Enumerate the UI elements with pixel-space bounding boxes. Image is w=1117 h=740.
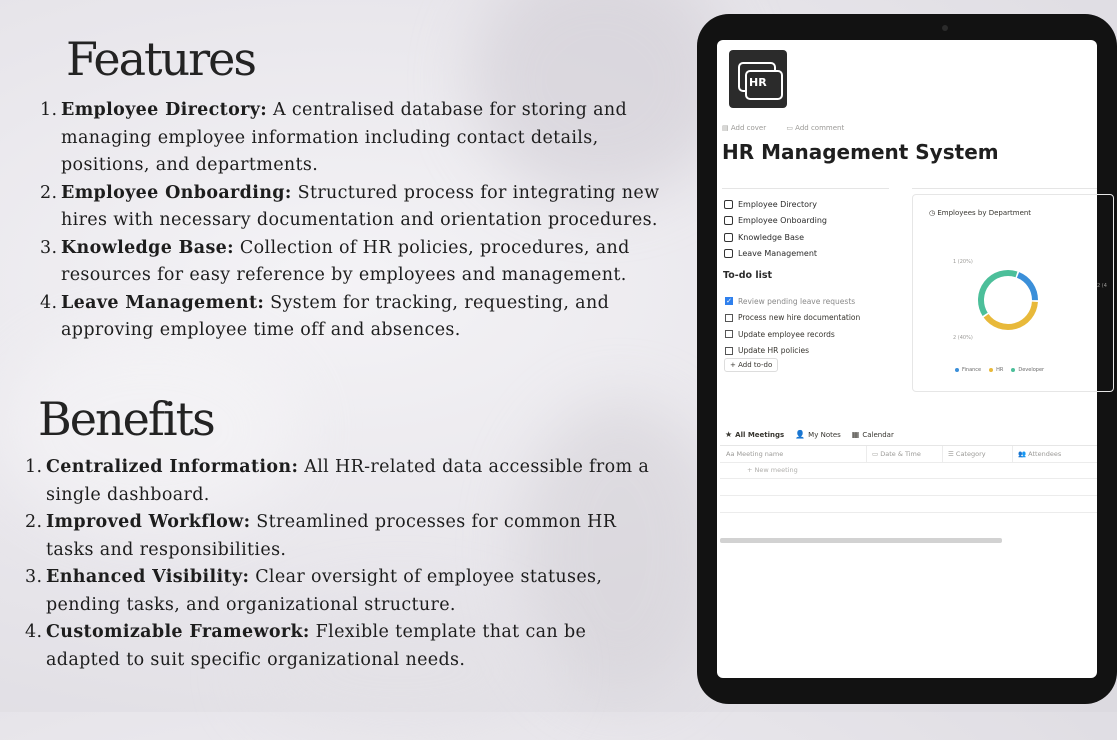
column-label: Attendees — [1028, 450, 1062, 458]
link-label: Knowledge Base — [738, 232, 804, 242]
benefit-text: Clear oversight of employee statuses, pending tasks, and organizational structure. — [46, 567, 603, 615]
legend-item-hr — [989, 367, 1003, 373]
benefits-heading: Benefits — [38, 392, 214, 446]
pie-label-left: 2 (40%) — [953, 335, 973, 341]
benefit-item — [25, 454, 665, 509]
divider — [722, 188, 889, 189]
column-meeting-name[interactable]: Aa Meeting name — [726, 450, 784, 458]
feature-number: 1. — [40, 100, 58, 120]
directory-icon — [724, 200, 733, 209]
checkbox-checked[interactable]: ✓ — [726, 297, 732, 306]
tab-all-meetings[interactable] — [725, 430, 784, 439]
donut-chart — [975, 267, 1041, 333]
camera-dot — [942, 25, 948, 31]
feature-text: A centralised database for storing and managing employee information including contact details, positions, and departments. — [61, 100, 628, 175]
todo-label: Update employee records — [738, 329, 835, 339]
column-date-time[interactable]: ▭ Date & Time — [872, 450, 921, 458]
column-label: Date & Time — [880, 450, 921, 458]
benefit-title: Centralized Information: — [46, 457, 299, 477]
link-label: Employee Directory — [738, 199, 818, 209]
row-divider — [720, 495, 1097, 496]
horizontal-scrollbar[interactable] — [720, 538, 1002, 543]
add-todo-label: Add to-do — [738, 361, 773, 369]
todo-label: Review pending leave requests — [738, 296, 856, 306]
legend-label: Developer — [1018, 367, 1045, 373]
table-header — [720, 446, 1097, 462]
calendar-icon — [724, 249, 733, 258]
checkbox[interactable] — [725, 347, 733, 355]
todo-item — [725, 326, 860, 343]
benefit-number: 3. — [25, 567, 43, 587]
feature-title: Employee Onboarding: — [61, 182, 292, 203]
feature-text: System for tracking, requesting, and approving employee time off and absences. — [61, 292, 610, 340]
onboarding-icon — [724, 216, 733, 225]
feature-item — [40, 235, 670, 290]
chart-title: ◷ Employees by Department — [929, 209, 1032, 217]
page-title: HR Management System — [722, 140, 999, 164]
todo-heading: To-do list — [723, 270, 773, 281]
app-screen — [717, 40, 1107, 678]
legend-label: HR — [996, 367, 1004, 373]
divider — [912, 188, 1097, 189]
column-category[interactable]: ☰ Category — [948, 450, 986, 458]
feature-number: 3. — [40, 237, 58, 258]
benefit-item — [25, 509, 665, 564]
benefit-number: 2. — [25, 512, 43, 532]
feature-item — [40, 290, 670, 345]
feature-title: Employee Directory: — [61, 100, 268, 120]
legend-swatch — [1011, 368, 1015, 372]
column-label: Category — [955, 450, 986, 458]
todo-item — [725, 343, 860, 360]
column-separator — [866, 446, 867, 462]
link-employee-onboarding[interactable] — [724, 213, 827, 230]
benefit-number: 4. — [25, 622, 43, 642]
feature-text: Structured process for integrating new hires with necessary documentation and orientation procedures. — [61, 182, 660, 230]
calendar-icon: ▦ — [851, 430, 860, 439]
feature-text: Collection of HR policies, procedures, and resources for easy reference by employees and management. — [61, 237, 630, 285]
logo-text: HR — [749, 76, 767, 89]
todo-list — [725, 293, 860, 359]
chart-card — [912, 194, 1114, 392]
todo-label: Process new hire documentation — [738, 313, 861, 323]
benefit-text: Flexible template that can be adapted to suit specific organizational needs. — [46, 622, 587, 670]
tab-label: All Meetings — [735, 430, 785, 439]
new-meeting-label: New meeting — [754, 466, 798, 474]
link-leave-management[interactable] — [724, 246, 827, 263]
meeting-tabs — [725, 430, 905, 439]
knowledge-icon — [724, 233, 733, 242]
star-icon: ★ — [725, 430, 733, 439]
todo-item — [725, 310, 860, 327]
donut-slice-developer — [981, 273, 1016, 314]
benefit-number: 1. — [25, 457, 43, 477]
page-links — [724, 196, 827, 262]
tab-label: My Notes — [808, 430, 841, 439]
person-icon: 👤 — [795, 430, 806, 439]
features-list — [40, 97, 670, 345]
feature-title: Leave Management: — [61, 292, 265, 313]
benefits-list — [25, 454, 665, 674]
benefit-text: Streamlined processes for common HR tasks and responsibilities. — [46, 512, 617, 560]
checkbox[interactable] — [725, 330, 733, 338]
page-meta — [722, 124, 862, 132]
legend-item-finance — [955, 367, 981, 373]
feature-item — [40, 180, 670, 235]
feature-number: 2. — [40, 182, 58, 203]
feature-number: 4. — [40, 292, 58, 313]
checkbox[interactable] — [725, 314, 733, 322]
donut-slice-hr — [986, 302, 1035, 327]
legend-item-developer — [1011, 367, 1044, 373]
chart-legend — [955, 367, 1052, 373]
todo-label: Update HR policies — [738, 346, 810, 356]
row-divider — [720, 512, 1097, 513]
column-attendees[interactable]: 👥 Attendees — [1018, 450, 1062, 458]
pie-label-top: 1 (20%) — [953, 259, 973, 265]
legend-label: Finance — [962, 367, 982, 373]
feature-title: Knowledge Base: — [61, 237, 234, 258]
link-employee-directory[interactable] — [724, 196, 827, 213]
pie-label-right: 2 (4 — [1097, 283, 1107, 289]
chart-title-text: Employees by Department — [937, 209, 1032, 217]
tablet-device — [697, 14, 1117, 704]
donut-slice-finance — [1018, 275, 1035, 300]
benefit-item — [25, 619, 665, 674]
add-comment-button[interactable]: ▭ Add comment — [786, 124, 845, 132]
add-todo-button[interactable]: + Add to-do — [724, 358, 778, 372]
feature-item — [40, 97, 670, 180]
new-meeting-button[interactable]: + New meeting — [747, 466, 798, 474]
todo-item — [725, 293, 860, 310]
benefit-title: Customizable Framework: — [46, 622, 310, 642]
legend-swatch — [955, 368, 959, 372]
tab-calendar[interactable] — [852, 430, 894, 439]
link-label: Leave Management — [738, 249, 818, 259]
benefit-title: Enhanced Visibility: — [46, 567, 250, 587]
add-cover-label: Add cover — [730, 124, 767, 132]
link-knowledge-base[interactable] — [724, 229, 827, 246]
benefit-item — [25, 564, 665, 619]
hr-logo — [729, 50, 787, 108]
add-comment-label: Add comment — [795, 124, 845, 132]
features-heading: Features — [66, 32, 255, 86]
benefit-title: Improved Workflow: — [46, 512, 251, 532]
tab-label: Calendar — [862, 430, 894, 439]
benefit-text: All HR-related data accessible from a single dashboard. — [46, 457, 650, 505]
row-divider — [720, 462, 1097, 463]
link-label: Employee Onboarding — [738, 216, 828, 226]
legend-swatch — [989, 368, 993, 372]
column-separator — [1012, 446, 1013, 462]
row-divider — [720, 478, 1097, 479]
tab-my-notes[interactable] — [795, 430, 841, 439]
column-separator — [942, 446, 943, 462]
add-cover-button[interactable]: ▤ Add cover — [722, 124, 767, 132]
